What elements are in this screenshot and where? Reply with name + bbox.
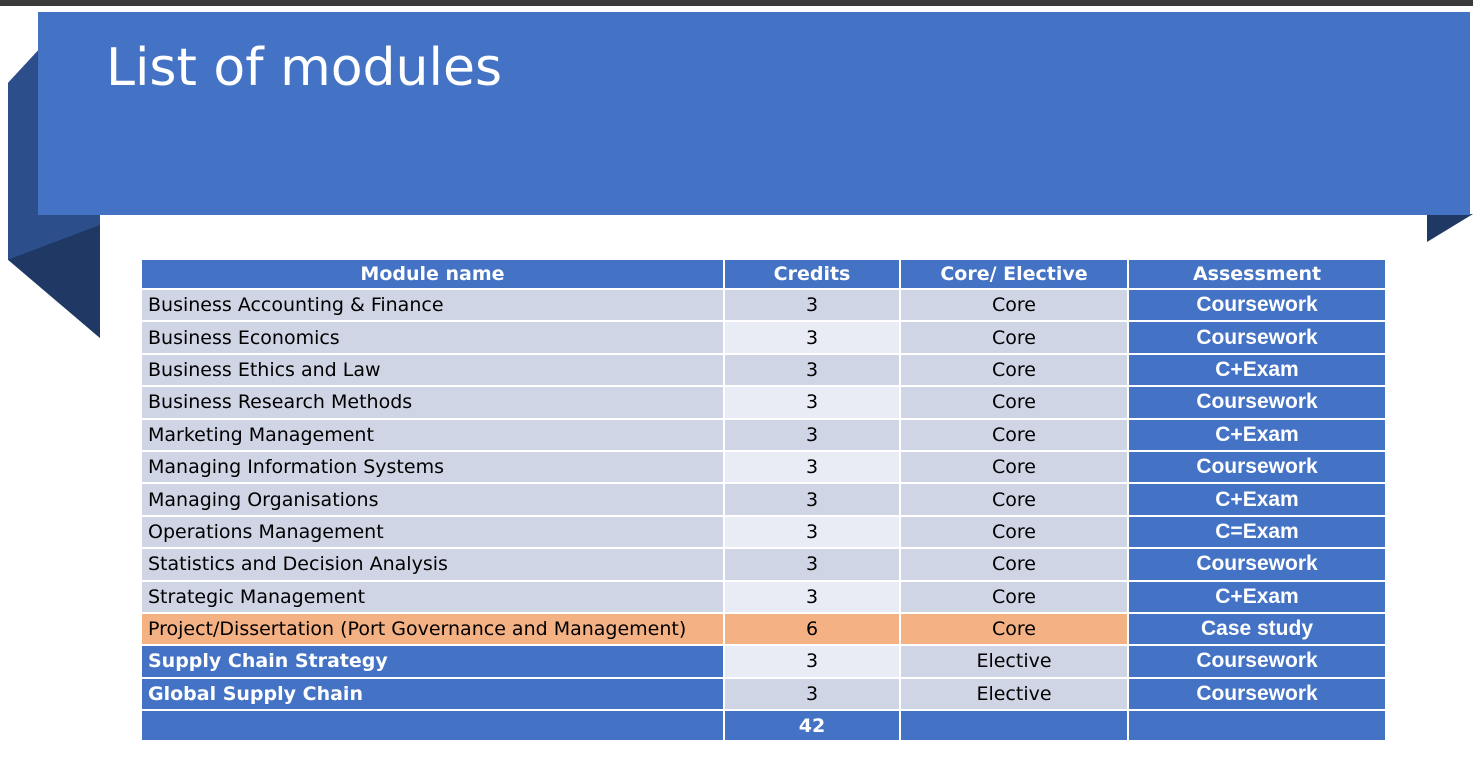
- table-row: [142, 517, 1385, 547]
- table-row: [142, 322, 1385, 352]
- core-elective-cell: Core: [901, 290, 1127, 320]
- module-name-cell: Strategic Management: [142, 582, 723, 612]
- total-row: [142, 711, 1385, 740]
- table-row-elective: [142, 679, 1385, 709]
- module-name-cell: Supply Chain Strategy: [142, 646, 723, 676]
- module-name-cell: Managing Information Systems: [142, 452, 723, 482]
- core-elective-cell: Core: [901, 322, 1127, 352]
- assessment-cell: Coursework: [1129, 322, 1385, 352]
- assessment-cell: Case study: [1129, 614, 1385, 644]
- core-elective-cell: Core: [901, 549, 1127, 579]
- module-name-cell: Statistics and Decision Analysis: [142, 549, 723, 579]
- assessment-cell: Coursework: [1129, 679, 1385, 709]
- table-row: [142, 452, 1385, 482]
- core-elective-cell: Elective: [901, 646, 1127, 676]
- module-name-cell: Project/Dissertation (Port Governance and Management): [142, 614, 723, 644]
- module-name-cell: Business Accounting & Finance: [142, 290, 723, 320]
- top-bar: [0, 0, 1473, 6]
- header-core-elective: Core/ Elective: [901, 260, 1127, 288]
- credits-cell: 3: [725, 452, 899, 482]
- core-elective-cell: Core: [901, 452, 1127, 482]
- header-module-name: Module name: [142, 260, 723, 288]
- credits-cell: 3: [725, 679, 899, 709]
- module-name-cell: Business Research Methods: [142, 387, 723, 417]
- module-name-cell: Business Economics: [142, 322, 723, 352]
- assessment-cell: Coursework: [1129, 387, 1385, 417]
- assessment-cell: Coursework: [1129, 646, 1385, 676]
- core-elective-cell: Core: [901, 582, 1127, 612]
- credits-cell: 3: [725, 484, 899, 514]
- table-row-elective: [142, 646, 1385, 676]
- assessment-cell: C=Exam: [1129, 517, 1385, 547]
- assessment-cell: C+Exam: [1129, 582, 1385, 612]
- assessment-cell: C+Exam: [1129, 484, 1385, 514]
- total-empty-cell: [142, 711, 723, 740]
- credits-cell: 3: [725, 549, 899, 579]
- credits-cell: 3: [725, 582, 899, 612]
- ribbon-right-fold: [1427, 214, 1473, 242]
- module-name-cell: Marketing Management: [142, 420, 723, 450]
- table-row: [142, 387, 1385, 417]
- core-elective-cell: Core: [901, 517, 1127, 547]
- table-header-row: [142, 260, 1385, 288]
- table-row-highlighted: [142, 614, 1385, 644]
- total-empty-cell: [1129, 711, 1385, 740]
- module-name-cell: Managing Organisations: [142, 484, 723, 514]
- table-row: [142, 549, 1385, 579]
- header-credits: Credits: [725, 260, 899, 288]
- table-row: [142, 290, 1385, 320]
- assessment-cell: C+Exam: [1129, 355, 1385, 385]
- table-row: [142, 484, 1385, 514]
- table-row: [142, 420, 1385, 450]
- table-row: [142, 355, 1385, 385]
- slide-title: List of modules: [106, 38, 503, 98]
- module-name-cell: Operations Management: [142, 517, 723, 547]
- table-row: [142, 582, 1385, 612]
- core-elective-cell: Core: [901, 484, 1127, 514]
- assessment-cell: C+Exam: [1129, 420, 1385, 450]
- core-elective-cell: Core: [901, 355, 1127, 385]
- modules-table: [140, 258, 1387, 742]
- module-name-cell: Global Supply Chain: [142, 679, 723, 709]
- module-name-cell: Business Ethics and Law: [142, 355, 723, 385]
- total-empty-cell: [901, 711, 1127, 740]
- core-elective-cell: Elective: [901, 679, 1127, 709]
- credits-cell: 3: [725, 517, 899, 547]
- credits-cell: 3: [725, 646, 899, 676]
- credits-cell: 3: [725, 290, 899, 320]
- core-elective-cell: Core: [901, 420, 1127, 450]
- total-credits-cell: 42: [725, 711, 899, 740]
- core-elective-cell: Core: [901, 614, 1127, 644]
- header-assessment: Assessment: [1129, 260, 1385, 288]
- assessment-cell: Coursework: [1129, 452, 1385, 482]
- credits-cell: 3: [725, 420, 899, 450]
- credits-cell: 3: [725, 355, 899, 385]
- assessment-cell: Coursework: [1129, 290, 1385, 320]
- assessment-cell: Coursework: [1129, 549, 1385, 579]
- credits-cell: 3: [725, 322, 899, 352]
- credits-cell: 3: [725, 387, 899, 417]
- core-elective-cell: Core: [901, 387, 1127, 417]
- credits-cell: 6: [725, 614, 899, 644]
